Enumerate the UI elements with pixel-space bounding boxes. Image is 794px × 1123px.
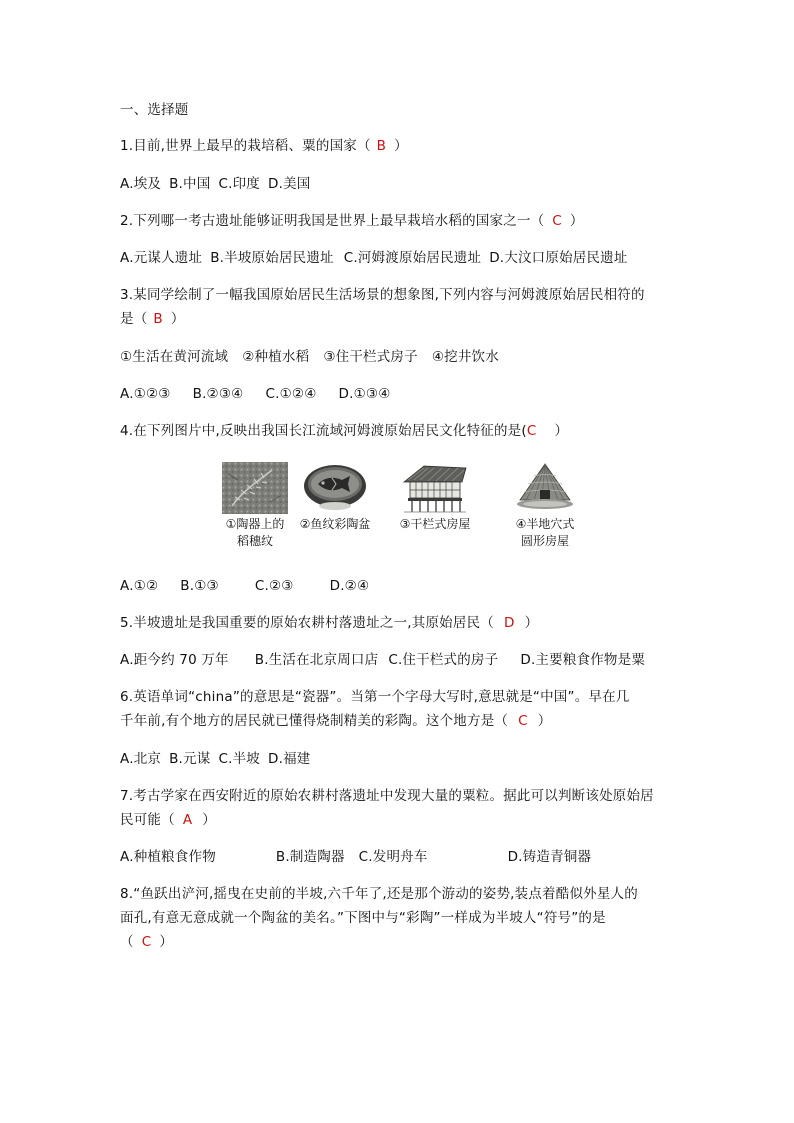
figure-4-caption [500, 516, 590, 550]
statement-4: ④挖井饮水 [431, 349, 499, 365]
option-a: A.北京 [120, 751, 162, 767]
question-7-options [120, 846, 680, 868]
option-c: C.河姆渡原始居民遗址 [343, 250, 482, 266]
answer-mark: C [141, 934, 152, 950]
caption-line: ②鱼纹彩陶盆 [299, 517, 371, 531]
question-3-stem-line2 [120, 308, 680, 330]
answer-mark: B [376, 138, 387, 154]
option-d: D.美国 [267, 176, 311, 192]
question-text: 1.目前,世界上最早的栽培稻、粟的国家（ [120, 138, 371, 154]
answer-mark: C [518, 713, 528, 729]
option-d: D.福建 [267, 751, 311, 767]
option-c: C.发明舟车 [358, 849, 428, 865]
option-a: A.种植粮食作物 [120, 849, 216, 865]
option-b: B.中国 [169, 176, 211, 192]
question-text: 4.在下列图片中,反映出我国长江流域河姆渡原始居民文化特征的是( [120, 423, 527, 439]
question-2-stem [120, 210, 680, 232]
option-b: B.①③ [180, 578, 219, 594]
option-b: B.②③④ [192, 386, 244, 402]
figure-1-caption [210, 516, 300, 550]
option-c: C.印度 [218, 176, 260, 192]
figure-3-caption [390, 516, 480, 533]
question-6-options [120, 748, 680, 770]
question-2-options [120, 247, 680, 269]
question-text: 是（ [120, 311, 148, 327]
fish-pattern-basin-image [302, 462, 368, 514]
option-b: B.半坡原始居民遗址 [210, 250, 334, 266]
section-title: 一、选择题 [120, 102, 189, 118]
option-d: D.②④ [329, 578, 370, 594]
stilt-house-image [402, 462, 468, 514]
question-text: 2.下列哪一考古遗址能够证明我国是世界上最早栽培水稻的国家之一（ [120, 213, 545, 229]
option-d: D.铸造青铜器 [507, 849, 592, 865]
answer-mark: C [526, 423, 537, 439]
question-text: 5.半坡遗址是我国重要的原始农耕村落遗址之一,其原始居民（ [120, 615, 494, 631]
option-c: C.②③ [254, 578, 294, 594]
option-d: D.主要粮食作物是粟 [520, 652, 646, 668]
question-4-options [120, 575, 680, 597]
option-a: A.元谋人遗址 [120, 250, 203, 266]
option-c: C.住干栏式的房子 [388, 652, 499, 668]
question-text: ） [524, 615, 539, 631]
caption-line: ③干栏式房屋 [399, 517, 471, 531]
figure-3 [390, 462, 480, 533]
answer-mark: C [552, 213, 562, 229]
caption-line: 圆形房屋 [520, 534, 569, 548]
option-a: A.距今约 70 万年 [120, 652, 229, 668]
question-5-stem [120, 612, 680, 634]
question-8-stem-line2: 面孔,有意无意成就一个陶盆的美名。”下图中与“彩陶”一样成为半坡人“符号”的是 [120, 910, 606, 926]
question-text: ） [159, 934, 174, 950]
question-5-options [120, 649, 680, 671]
pottery-rice-pattern-image [222, 462, 288, 514]
question-6-stem-line1: 6.英语单词“china”的意思是“瓷器”。当第一个字母大写时,意思就是“中国”。早在几 [120, 689, 630, 705]
option-a: A.①②③ [120, 386, 171, 402]
question-text: ） [554, 423, 569, 439]
question-text: ） [170, 311, 185, 327]
question-text: 民可能（ [120, 812, 175, 828]
question-8-stem-line3 [120, 931, 680, 953]
option-a: A.①② [120, 578, 159, 594]
answer-mark: A [182, 812, 193, 828]
question-text: （ [120, 934, 134, 950]
option-b: B.元谋 [169, 751, 211, 767]
round-hut-image [512, 462, 578, 514]
option-c: C.半坡 [218, 751, 260, 767]
question-text: 千年前,有个地方的居民就已懂得烧制精美的彩陶。这个地方是（ [120, 713, 509, 729]
figure-4 [500, 462, 590, 550]
question-1-stem [120, 135, 680, 157]
question-1-options [120, 173, 680, 195]
caption-line: ①陶器上的 [225, 517, 285, 531]
statement-1: ①生活在黄河流域 [120, 349, 229, 365]
question-8-stem-line1: 8.“鱼跃出浐河,摇曳在史前的半坡,六千年了,还是那个游动的姿势,装点着酷似外星人的 [120, 886, 638, 902]
caption-line: ④半地穴式 [515, 517, 575, 531]
question-3-stem-line1: 3.某同学绘制了一幅我国原始居民生活场景的想象图,下列内容与河姆渡原始居民相符的 [120, 287, 645, 303]
option-d: D.大汶口原始居民遗址 [489, 250, 628, 266]
figure-2-caption [290, 516, 380, 533]
question-4-stem [120, 420, 680, 442]
figure-2 [290, 462, 380, 533]
question-6-stem-line2 [120, 710, 680, 732]
statement-3: ③住干栏式房子 [323, 349, 418, 365]
question-text: ） [569, 213, 584, 229]
option-b: B.制造陶器 [275, 849, 345, 865]
figure-1 [210, 462, 300, 550]
question-text: ） [202, 812, 216, 828]
question-7-stem-line1: 7.考古学家在西安附近的原始农耕村落遗址中发现大量的粟粒。据此可以判断该处原始居 [120, 788, 654, 804]
answer-mark: D [503, 615, 515, 631]
answer-mark: B [153, 311, 163, 327]
question-4-figures [210, 462, 590, 562]
question-text: ） [537, 713, 552, 729]
option-d: D.①③④ [338, 386, 391, 402]
question-3-options [120, 383, 680, 405]
question-7-stem-line2 [120, 809, 680, 831]
option-b: B.生活在北京周口店 [254, 652, 379, 668]
question-text: ） [394, 138, 408, 154]
caption-line: 稻穗纹 [236, 534, 273, 548]
option-a: A.埃及 [120, 176, 162, 192]
option-c: C.①②④ [265, 386, 317, 402]
question-3-statements [120, 346, 680, 368]
statement-2: ②种植水稻 [242, 349, 310, 365]
